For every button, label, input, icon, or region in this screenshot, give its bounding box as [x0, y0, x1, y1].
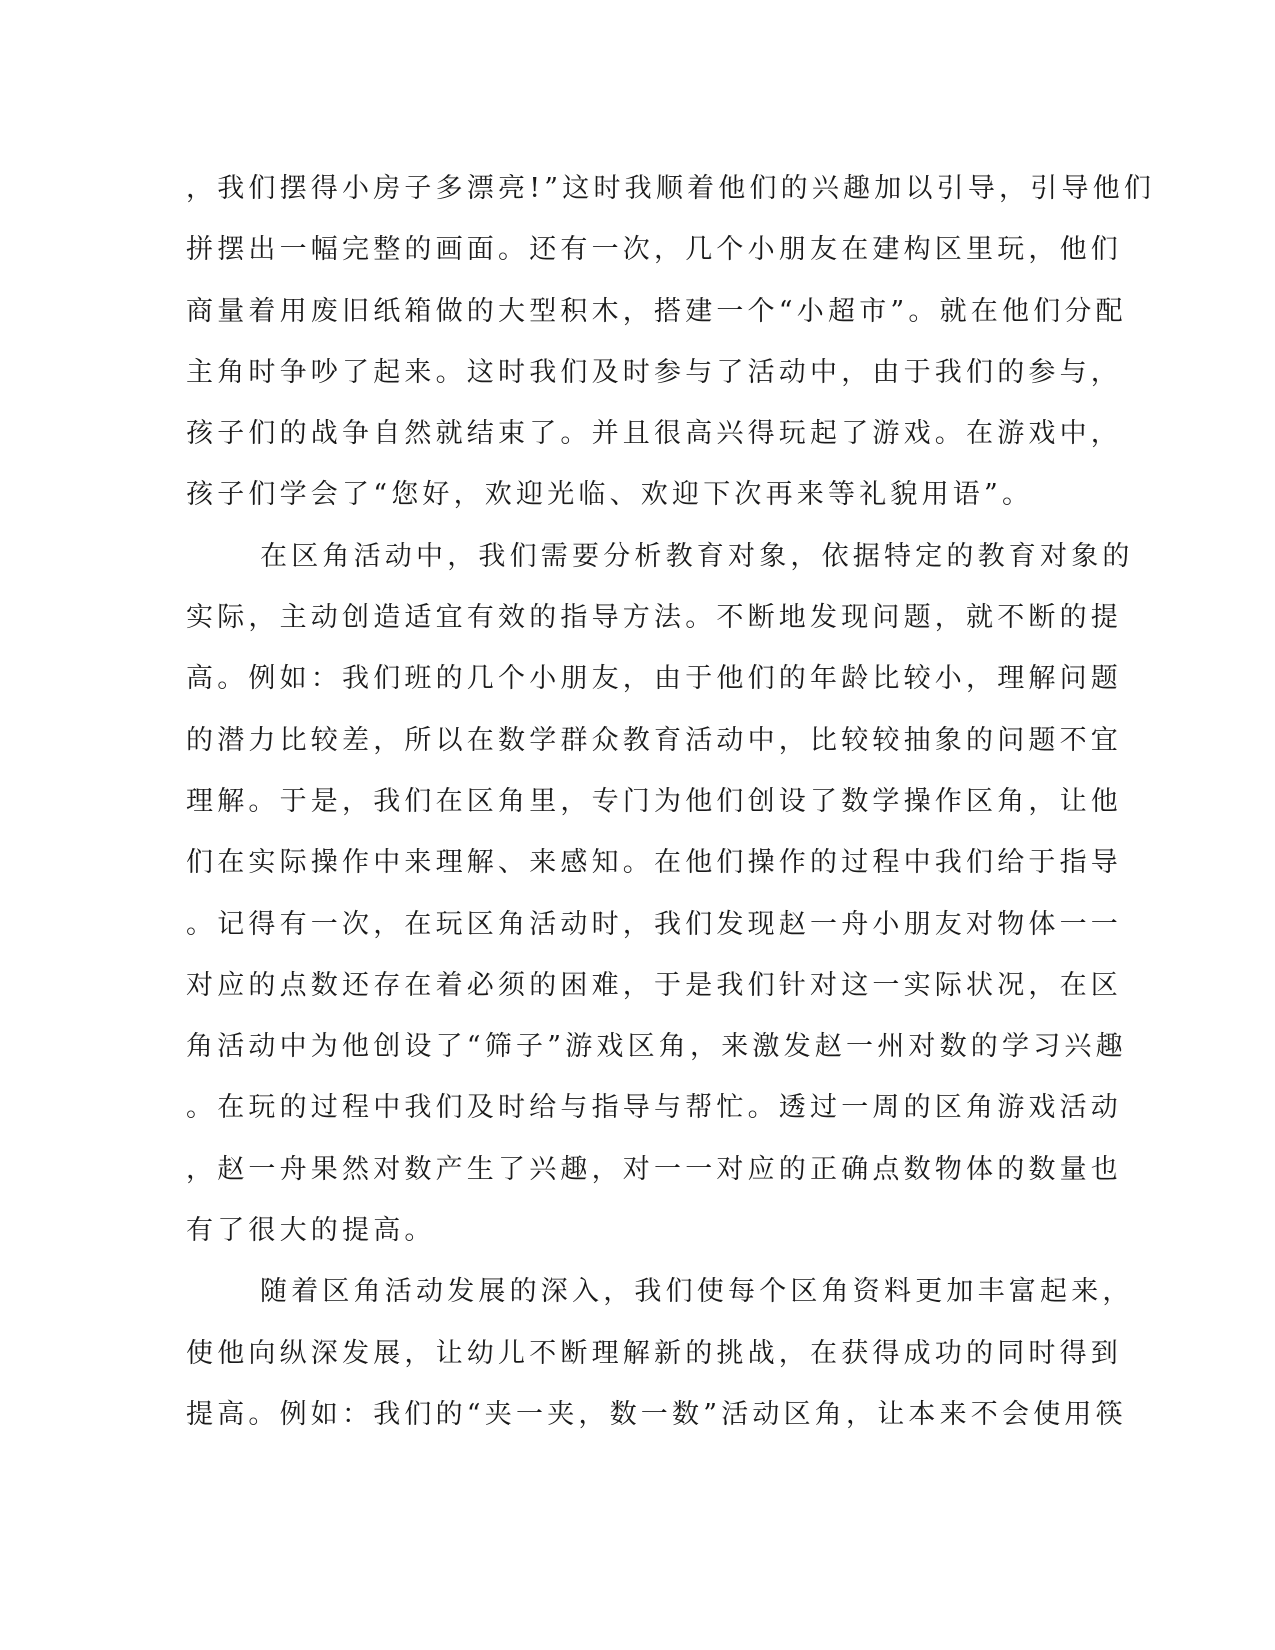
text-line: 有了很大的提高。 [186, 1215, 436, 1247]
text-line: 的潜力比较差，所以在数学群众教育活动中，比较较抽象的问题不宜 [186, 724, 1122, 756]
text-line: 高。例如：我们班的几个小朋友，由于他们的年龄比较小，理解问题 [186, 663, 1122, 695]
text-line: 提高。例如：我们的“夹一夹，数一数”活动区角，让本来不会使用筷 [186, 1398, 1127, 1430]
text-line: 理解。于是，我们在区角里，专门为他们创设了数学操作区角，让他 [186, 785, 1122, 817]
paragraph-first-line: 随着区角活动发展的深入，我们使每个区角资料更加丰富起来， [260, 1276, 1134, 1308]
text-line: 主角时争吵了起来。这时我们及时参与了活动中，由于我们的参与， [186, 356, 1122, 388]
text-line: 孩子们学会了“您好，欢迎光临、欢迎下次再来等礼貌用语”。 [186, 479, 1034, 511]
text-line: 拼摆出一幅完整的画面。还有一次，几个小朋友在建构区里玩，他们 [186, 234, 1122, 266]
text-line: 角活动中为他创设了“筛子”游戏区角，来激发赵一州对数的学习兴趣 [186, 1031, 1127, 1063]
body-text [186, 158, 1156, 1445]
text-line: 实际，主动创造适宜有效的指导方法。不断地发现问题，就不断的提 [186, 602, 1122, 634]
text-line: 使他向纵深发展，让幼儿不断理解新的挑战，在获得成功的同时得到 [186, 1337, 1122, 1369]
text-line: 孩子们的战争自然就结束了。并且很高兴得玩起了游戏。在游戏中， [186, 418, 1122, 450]
text-line: 。在玩的过程中我们及时给与指导与帮忙。透过一周的区角游戏活动 [186, 1092, 1122, 1124]
text-line: ，赵一舟果然对数产生了兴趣，对一一对应的正确点数物体的数量也 [186, 1153, 1122, 1185]
paragraph-first-line: 在区角活动中，我们需要分析教育对象，依据特定的教育对象的 [260, 540, 1134, 572]
text-line: 。记得有一次，在玩区角活动时，我们发现赵一舟小朋友对物体一一 [186, 908, 1122, 940]
text-line: 商量着用废旧纸箱做的大型积木，搭建一个“小超市”。就在他们分配 [186, 295, 1127, 327]
text-line: ，我们摆得小房子多漂亮!”这时我顺着他们的兴趣加以引导，引导他们 [186, 173, 1156, 204]
text-line: 对应的点数还存在着必须的困难，于是我们针对这一实际状况，在区 [186, 969, 1122, 1001]
text-line: 们在实际操作中来理解、来感知。在他们操作的过程中我们给于指导 [186, 847, 1122, 879]
